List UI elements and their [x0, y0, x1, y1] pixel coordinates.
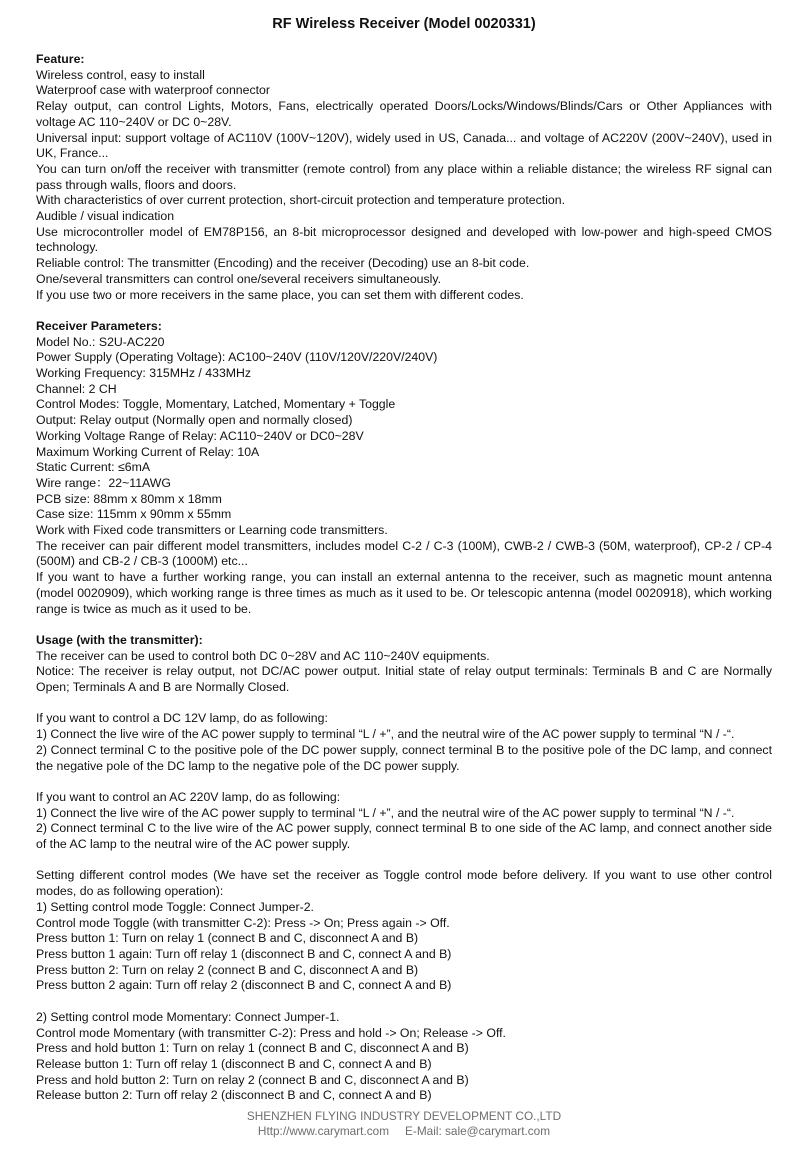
parameters-section [36, 335, 772, 618]
usage-line: Notice: The receiver is relay output, not DC/AC power output. Initial state of relay output terminals: Terminals B and C are Normally Open; Terminals A and B are Normally Closed. [36, 664, 772, 695]
feature-line: Audible / visual indication [36, 209, 175, 224]
feature-line: You can turn on/off the receiver with transmitter (remote control) from any place within a reliable distance; the wireless RF signal can pass through walls, floors and doors. [36, 161, 772, 192]
parameter-line: PCB size: 88mm x 80mm x 18mm [36, 491, 222, 506]
usage-dc-lamp [36, 711, 772, 774]
usage-line: 1) Setting control mode Toggle: Connect Jumper-2. [36, 899, 314, 914]
usage-line: Control mode Toggle (with transmitter C-2): Press -> On; Press again -> Off. [36, 915, 450, 930]
footer-website: Http://www.carymart.com [257, 1123, 390, 1138]
usage-line: 2) Setting control mode Momentary: Connect Jumper-1. [36, 1009, 340, 1024]
usage-line: Press and hold button 1: Turn on relay 1 (connect B and C, disconnect A and B) [36, 1041, 469, 1056]
feature-line: Wireless control, easy to install [36, 67, 205, 82]
feature-line: Relay output, can control Lights, Motors, Fans, electrically operated Doors/Locks/Windows/Blinds/Cars or Other Appliances with voltage AC 110~240V or DC 0~28V. [36, 99, 772, 129]
feature-line: Reliable control: The transmitter (Encoding) and the receiver (Decoding) use an 8-bit code. [36, 256, 530, 271]
parameter-line: Wire range：22~11AWG [36, 475, 171, 490]
parameter-line: Static Current: ≤6mA [36, 460, 151, 475]
parameter-line: Power Supply (Operating Voltage): AC100~240V (110V/120V/220V/240V) [36, 350, 438, 365]
usage-line: If you want to control a DC 12V lamp, do as following: [36, 711, 328, 726]
usage-line: 2) Connect terminal C to the positive pole of the DC power supply, connect terminal B to the positive pole of the DC lamp, and connect the negative pole of the DC lamp to the negative pole of the DC power supply. [36, 742, 772, 773]
usage-line: Release button 1: Turn off relay 1 (disconnect B and C, connect A and B) [36, 1056, 432, 1071]
page-footer [0, 1109, 808, 1138]
usage-line: 1) Connect the live wire of the AC power supply to terminal “L / +”, and the neutral wire of the AC power supply to terminal “N / -“. [36, 805, 735, 820]
usage-momentary-mode [36, 1010, 772, 1104]
footer-company: SHENZHEN FLYING INDUSTRY DEVELOPMENT CO.,LTD [246, 1109, 562, 1123]
usage-line: The receiver can be used to control both DC 0~28V and AC 110~240V equipments. [36, 648, 490, 663]
usage-line: Press button 2 again: Turn off relay 2 (disconnect B and C, connect A and B) [36, 978, 452, 993]
usage-line: 1) Connect the live wire of the AC power supply to terminal “L / +”, and the neutral wire of the AC power supply to terminal “N / -“. [36, 727, 735, 742]
usage-heading: Usage (with the transmitter): [36, 632, 203, 647]
usage-line: Release button 2: Turn off relay 2 (disconnect B and C, connect A and B) [36, 1088, 432, 1103]
usage-line: Press button 1: Turn on relay 1 (connect B and C, disconnect A and B) [36, 931, 419, 946]
parameters-heading: Receiver Parameters: [36, 318, 162, 333]
parameter-line: The receiver can pair different model transmitters, includes model C-2 / C-3 (100M), CWB-2 / CWB-3 (50M, waterproof), CP-2 / CP-4 (500M) and CB-2 / CB-3 (1000M) etc... [36, 538, 772, 569]
usage-line: Control mode Momentary (with transmitter C-2): Press and hold -> On; Release -> Off. [36, 1025, 506, 1040]
document-body [36, 52, 772, 1104]
feature-line: Universal input: support voltage of AC110V (100V~120V), widely used in US, Canada... and voltage of AC220V (200V~240V), used in UK, France... [36, 130, 772, 161]
usage-line: Press button 1 again: Turn off relay 1 (disconnect B and C, connect A and B) [36, 947, 452, 961]
parameter-line: Working Voltage Range of Relay: AC110~240V or DC0~28V [36, 428, 364, 443]
parameter-line: Working Frequency: 315MHz / 433MHz [36, 366, 252, 381]
usage-line: 2) Connect terminal C to the live wire of the AC power supply, connect terminal B to one side of the AC lamp, and connect another side of the AC lamp to the neutral wire of the AC power supply. [36, 821, 772, 852]
usage-line: If you want to control an AC 220V lamp, do as following: [36, 789, 341, 804]
feature-line: Use microcontroller model of EM78P156, an 8-bit microprocessor designed and developed with low-power and high-speed CMOS technology. [36, 224, 772, 255]
footer-email: E-Mail: sale@carymart.com [405, 1123, 551, 1138]
usage-line: Press and hold button 2: Turn on relay 2 (connect B and C, disconnect A and B) [36, 1072, 469, 1087]
feature-heading: Feature: [36, 52, 85, 66]
parameter-line: If you want to have a further working range, you can install an external antenna to the receiver, such as magnetic mount antenna (model 0020909), which working range is three times as much as it used to be. Or telescopic antenna (model 0020918), which working range is twice as much as it used to be. [36, 570, 772, 616]
usage-line: Press button 2: Turn on relay 2 (connect B and C, disconnect A and B) [36, 962, 419, 977]
feature-line: One/several transmitters can control one/several receivers simultaneously. [36, 271, 442, 286]
parameter-line: Channel: 2 CH [36, 381, 117, 396]
feature-section [36, 68, 772, 304]
parameter-line: Model No.: S2U-AC220 [36, 334, 165, 349]
footer-contact [0, 1124, 808, 1139]
document-title: RF Wireless Receiver (Model 0020331) [272, 16, 536, 32]
parameter-line: Case size: 115mm x 90mm x 55mm [36, 507, 232, 522]
feature-line: With characteristics of over current protection, short-circuit protection and temperature protection. [36, 193, 565, 208]
parameter-line: Control Modes: Toggle, Momentary, Latched, Momentary + Toggle [36, 397, 396, 412]
feature-line: Waterproof case with waterproof connector [36, 83, 270, 98]
parameter-line: Output: Relay output (Normally open and normally closed) [36, 413, 353, 428]
usage-toggle-mode [36, 868, 772, 994]
usage-ac-lamp [36, 790, 772, 853]
parameter-line: Work with Fixed code transmitters or Learning code transmitters. [36, 523, 388, 538]
usage-intro [36, 649, 772, 696]
parameter-line: Maximum Working Current of Relay: 10A [36, 444, 260, 459]
usage-line: Setting different control modes (We have set the receiver as Toggle control mode before delivery. If you want to use other control modes, do as following operation): [36, 868, 772, 899]
feature-line: If you use two or more receivers in the same place, you can set them with different codes. [36, 287, 524, 302]
